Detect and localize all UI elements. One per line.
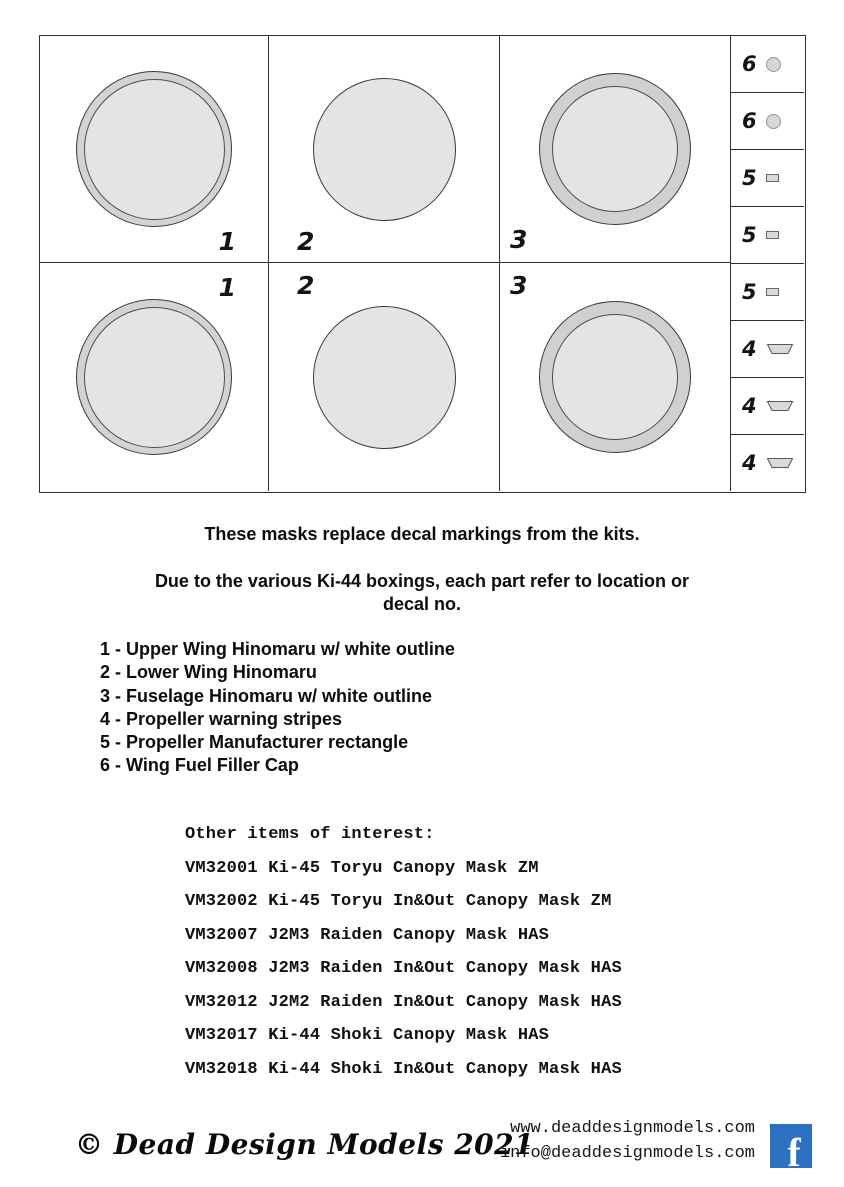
part-number-label: 4	[742, 450, 757, 475]
mask-number-label: 3	[510, 271, 528, 300]
part-number-label: 5	[742, 165, 757, 190]
catalog-item: VM32007 J2M3 Raiden Canopy Mask HAS	[185, 925, 550, 945]
mask-layout-table	[39, 35, 806, 493]
mask-inner-disc	[552, 86, 678, 212]
legend-item: 4 - Propeller warning stripes	[100, 708, 343, 729]
legend-item: 3 - Fuselage Hinomaru w/ white outline	[100, 685, 433, 706]
small-part-cell	[731, 264, 804, 321]
legend-item: 5 - Propeller Manufacturer rectangle	[100, 732, 409, 753]
part-number-label: 6	[742, 51, 757, 76]
small-part-cell	[731, 378, 804, 435]
facebook-icon[interactable]	[770, 1124, 812, 1168]
part-number-label: 5	[742, 222, 757, 247]
catalog-item: VM32012 J2M2 Raiden In&Out Canopy Mask HAS	[185, 992, 622, 1012]
catalog-item: VM32017 Ki-44 Shoki Canopy Mask HAS	[185, 1026, 550, 1045]
parts-legend	[100, 638, 455, 778]
small-part-cell	[731, 207, 804, 264]
catalog-item: VM32002 Ki-45 Toryu In&Out Canopy Mask ZM	[185, 892, 612, 911]
contact-info	[500, 1116, 755, 1166]
small-parts-column	[731, 36, 804, 491]
part-number-label: 4	[742, 336, 757, 361]
warning-stripe-shape	[766, 400, 794, 412]
fuel-filler-cap-shape	[766, 114, 781, 129]
mask-number-label: 1	[218, 227, 236, 256]
legend-item: 6 - Wing Fuel Filler Cap	[100, 755, 299, 776]
manufacturer-rectangle-shape	[766, 288, 779, 296]
mask-cell-1-top	[40, 36, 269, 263]
other-items-list	[185, 818, 622, 1086]
manufacturer-rectangle-shape	[766, 231, 779, 239]
email-address: info@deaddesignmodels.com	[499, 1144, 755, 1163]
note-ki44-boxings	[0, 570, 844, 616]
warning-stripe-shape	[766, 343, 794, 355]
catalog-item: VM32001 Ki-45 Toryu Canopy Mask ZM	[185, 858, 539, 878]
website-url: www.deaddesignmodels.com	[510, 1119, 755, 1138]
upper-wing-hinomaru-mask	[76, 299, 232, 455]
mask-inner-disc	[84, 307, 225, 448]
part-number-label: 6	[742, 108, 757, 133]
fuselage-hinomaru-mask	[539, 301, 691, 453]
note-line: Due to the various Ki-44 boxings, each part refer to location or	[154, 571, 690, 591]
catalog-item: VM32008 J2M3 Raiden In&Out Canopy Mask HAS	[185, 959, 622, 978]
small-part-cell	[731, 93, 804, 150]
other-items-heading: Other items of interest:	[185, 825, 435, 844]
fuselage-hinomaru-mask	[539, 73, 691, 225]
legend-item: 2 - Lower Wing Hinomaru	[100, 662, 317, 683]
mask-cell-2-bottom	[269, 263, 500, 491]
lower-wing-hinomaru-mask	[313, 78, 456, 221]
small-part-cell	[731, 150, 804, 207]
fuel-filler-cap-shape	[766, 57, 781, 72]
legend-item: 1 - Upper Wing Hinomaru w/ white outline	[100, 639, 455, 659]
mask-number-label: 1	[218, 273, 236, 302]
copyright-signature: © Dead Design Models 2021	[75, 1128, 535, 1161]
mask-number-label: 2	[297, 271, 315, 300]
upper-wing-hinomaru-mask	[76, 71, 232, 227]
mask-cell-1-bottom	[40, 263, 269, 491]
small-part-cell	[731, 435, 804, 491]
part-number-label: 4	[742, 393, 757, 418]
catalog-item: VM32018 Ki-44 Shoki In&Out Canopy Mask HAS	[185, 1059, 622, 1079]
facebook-f-glyph: f	[787, 1130, 801, 1168]
mask-cell-2-top	[269, 36, 500, 263]
mask-inner-disc	[552, 314, 678, 440]
small-part-cell	[731, 36, 804, 93]
lower-wing-hinomaru-mask	[313, 306, 456, 449]
mask-inner-disc	[84, 79, 225, 220]
note-masks-replace-decals: These masks replace decal markings from the kits.	[204, 524, 640, 544]
part-number-label: 5	[742, 279, 757, 304]
manufacturer-rectangle-shape	[766, 174, 779, 182]
warning-stripe-shape	[766, 457, 794, 469]
small-part-cell	[731, 321, 804, 378]
mask-cell-3-bottom	[500, 263, 731, 491]
mask-number-label: 3	[510, 225, 528, 254]
note-line: decal no.	[382, 594, 462, 614]
mask-number-label: 2	[297, 227, 315, 256]
mask-cell-3-top	[500, 36, 731, 263]
